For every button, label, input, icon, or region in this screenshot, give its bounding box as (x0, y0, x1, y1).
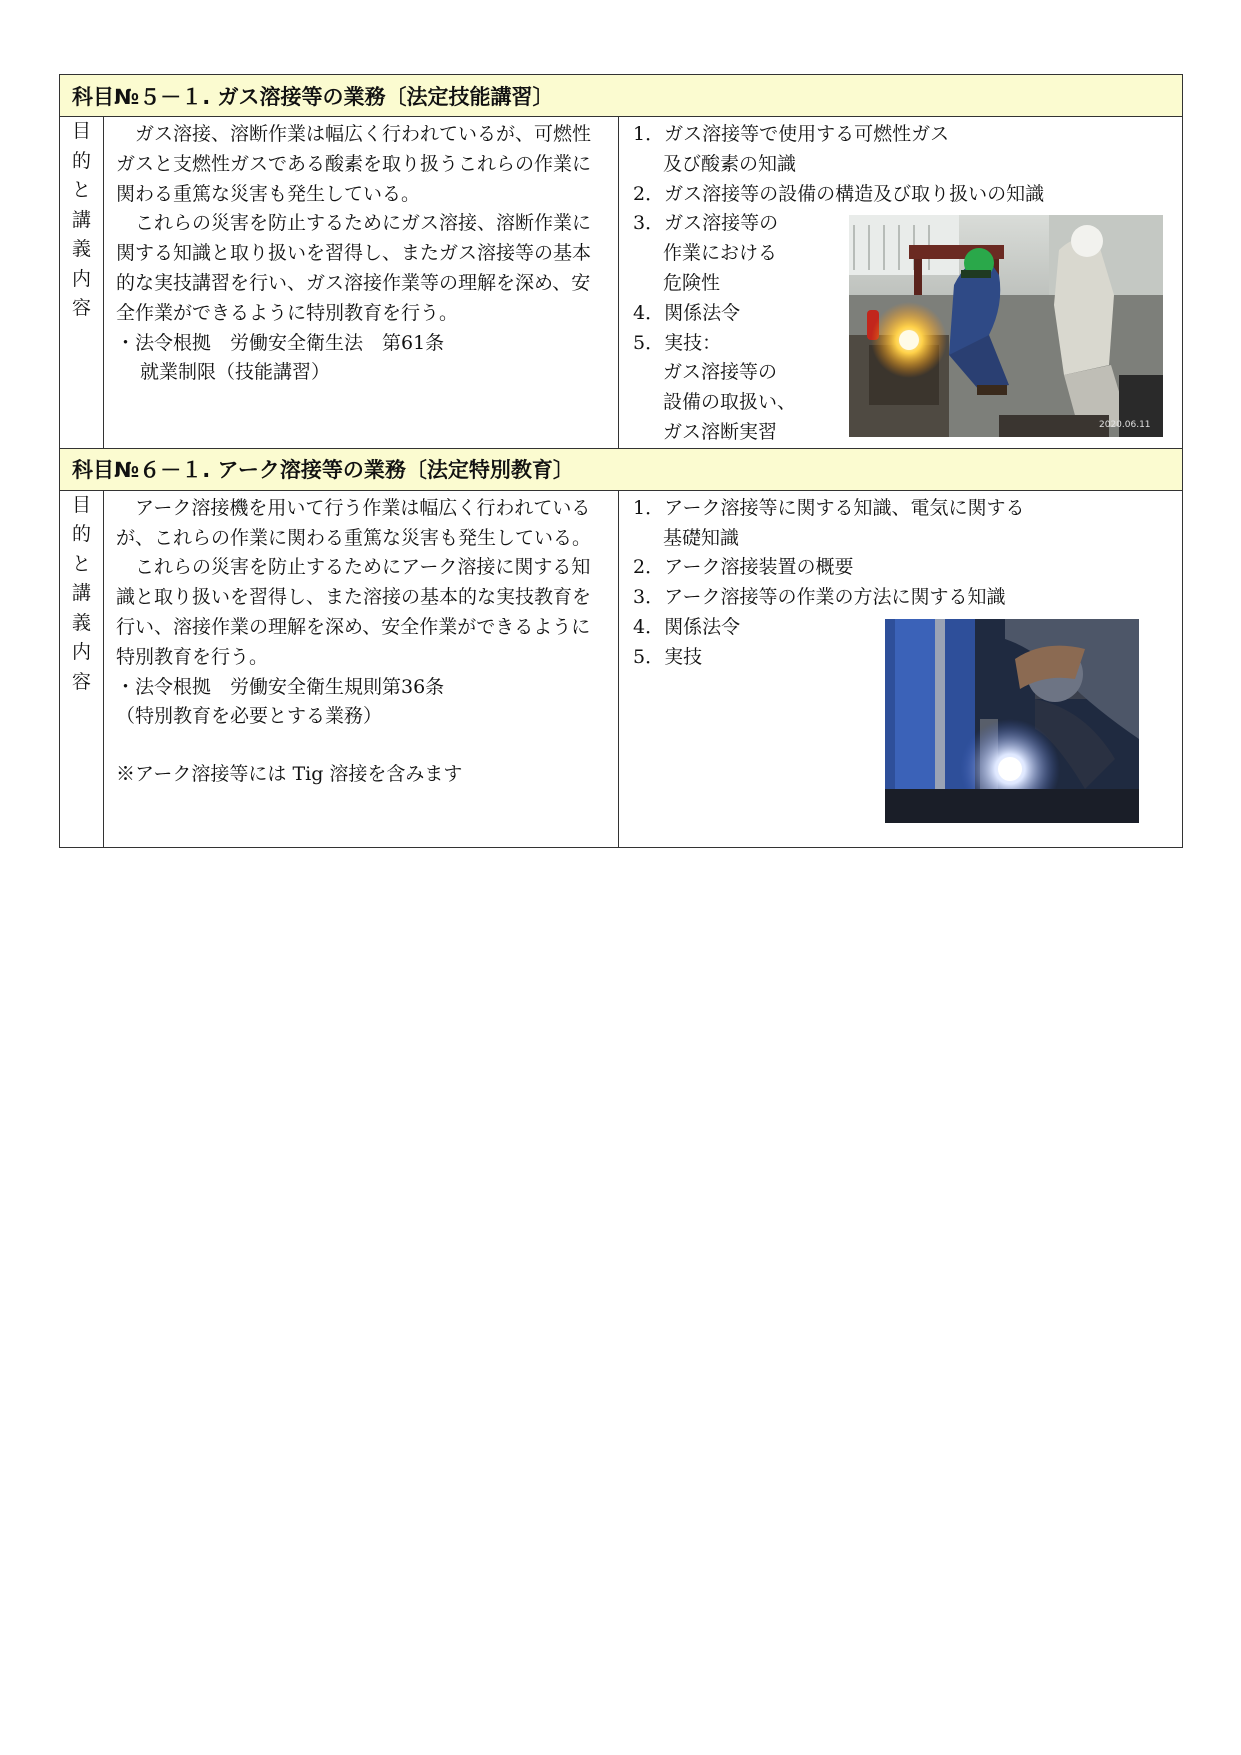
course-table (59, 74, 1183, 848)
topic-4: 4．関係法令 (633, 615, 741, 638)
topic-1-cont: 及び酸素の知識 (663, 152, 797, 175)
side-char: 内 (71, 267, 91, 290)
legal-basis: ・法令根拠 労働安全衛生法 第61条 (116, 331, 445, 354)
side-char: と (71, 552, 91, 575)
course-6-header-row (60, 448, 1183, 490)
topic-3: 3．ガス溶接等の (633, 212, 779, 235)
side-char: 講 (71, 208, 91, 231)
side-char: 義 (71, 611, 91, 634)
side-char: と (71, 179, 91, 201)
topic-3-cont: 危険性 (663, 271, 721, 294)
description-paragraph-2: これらの災害を防止するためにアーク溶接に関する知識と取り扱いを習得し、また溶接の基本的な実技教育を行い、溶接作業の理解を深め、安全作業ができるように特別教育を行う。 (116, 556, 592, 668)
topic-5-cont: ガス溶接等の (663, 361, 778, 384)
topic-1: 1．アーク溶接等に関する知識、電気に関する (633, 496, 1025, 519)
course-6-description (104, 490, 619, 847)
topic-5: 5．実技 (633, 645, 703, 668)
side-char: 義 (71, 238, 91, 260)
topic-1-cont: 基礎知識 (663, 526, 740, 549)
topic-3-cont: 作業における (663, 242, 778, 265)
topic-4: 4．関係法令 (633, 301, 741, 324)
topic-2: 2．ガス溶接等の設備の構造及び取り扱いの知識 (633, 182, 1045, 205)
legal-basis-detail: （特別教育を必要とする業務） (116, 705, 383, 728)
legal-basis-detail: 就業制限（技能講習） (140, 361, 331, 384)
topic-2: 2．アーク溶接装置の概要 (633, 556, 854, 579)
course-5-header-row (60, 75, 1183, 117)
course-5-header: 科目№５－１. ガス溶接等の業務〔法定技能講習〕 (60, 75, 1183, 117)
legal-basis: ・法令根拠 労働安全衛生規則第36条 (116, 675, 445, 698)
arc-welding-photo (885, 619, 1139, 823)
document-page (59, 74, 1183, 848)
topic-3: 3．アーク溶接等の作業の方法に関する知識 (633, 586, 1006, 609)
photo-date-stamp: 2020.06.11 (1099, 420, 1151, 430)
description-paragraph-2: これらの災害を防止するためにガス溶接、溶断作業に関する知識と取り扱いを習得し、またガス溶接等の基本的な実技講習を行い、ガス溶接作業等の理解を深め、安全作業ができるように特別教育を行う。 (116, 212, 592, 324)
side-char: 的 (71, 523, 91, 546)
course-6-body-row (60, 490, 1183, 847)
side-char: 目 (71, 493, 91, 516)
topic-5-cont: ガス溶断実習 (663, 420, 778, 443)
course-6-side-label (60, 490, 104, 847)
description-paragraph-1: アーク溶接機を用いて行う作業は幅広く行われているが、これらの作業に関わる重篤な災害も発生している。 (116, 496, 592, 549)
gas-welding-photo (849, 215, 1163, 437)
description-paragraph-1: ガス溶接、溶断作業は幅広く行われているが、可燃性ガスと支燃性ガスである酸素を取り扱うこれらの作業に関わる重篤な災害も発生している。 (116, 123, 592, 205)
topic-5-cont: 設備の取扱い、 (663, 391, 797, 414)
side-char: 講 (71, 582, 91, 605)
tig-note: ※アーク溶接等には Tig 溶接を含みます (116, 763, 463, 786)
course-5-topics (619, 117, 1183, 449)
topic-1: 1．ガス溶接等で使用する可燃性ガス (633, 123, 950, 145)
side-char: 目 (71, 120, 91, 142)
course-5-description (104, 117, 619, 449)
side-char: 内 (71, 641, 91, 664)
course-5-body-row (60, 117, 1183, 449)
side-char: 容 (71, 297, 91, 319)
side-char: 的 (71, 149, 91, 172)
course-6-topics (619, 490, 1183, 847)
side-char: 容 (71, 670, 91, 693)
course-5-side-label (60, 117, 104, 449)
topic-5: 5．実技： (633, 331, 722, 354)
course-6-header: 科目№６－１. アーク溶接等の業務〔法定特別教育〕 (60, 448, 1183, 490)
